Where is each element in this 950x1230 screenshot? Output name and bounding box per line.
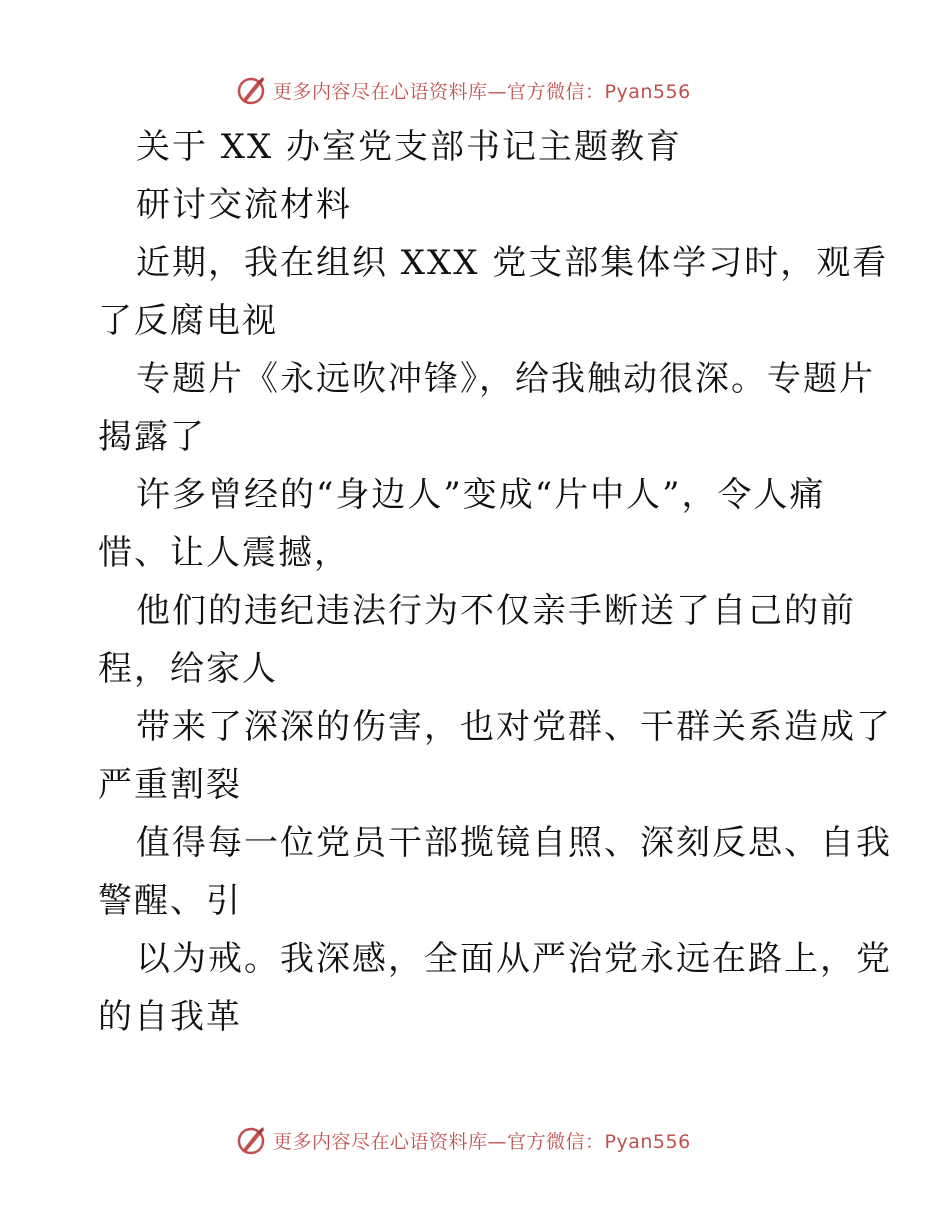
text-line: 警醒、引: [98, 881, 242, 921]
watermark-text: 更多内容尽在心语资料库—官方微信：Pyan556: [273, 80, 691, 103]
watermark-text: 更多内容尽在心语资料库—官方微信：Pyan556: [273, 1130, 691, 1153]
text-line: 揭露了: [98, 417, 206, 457]
text-line: 惜、让人震撼，: [98, 533, 350, 573]
text-line: 值得每一位党员干部揽镜自照、深刻反思、自我: [136, 823, 892, 863]
document-body: [98, 118, 892, 1046]
text-line: 的自我革: [98, 997, 242, 1037]
text-line: 研讨交流材料: [136, 185, 352, 225]
text-line: 以为戒。我深感，全面从严治党永远在路上，党: [136, 939, 892, 979]
text-line: 带来了深深的伤害，也对党群、干群关系造成了: [136, 707, 892, 747]
text-line: 近期，我在组织 XXX 党支部集体学习时，观看: [136, 243, 889, 283]
text-line: 他们的违纪违法行为不仅亲手断送了自己的前: [136, 591, 856, 631]
quill-pen-circle-icon: [235, 1124, 267, 1156]
text-line: 许多曾经的“身边人”变成“片中人”，令人痛: [136, 475, 826, 515]
footer-watermark: [235, 1122, 691, 1158]
quill-pen-circle-icon: [235, 74, 267, 106]
text-line: 关于 XX 办室党支部书记主题教育: [136, 127, 683, 167]
header-watermark: [235, 72, 691, 108]
text-line: 严重割裂: [98, 765, 242, 805]
text-line: 专题片《永远吹冲锋》，给我触动很深。专题片: [136, 359, 875, 399]
text-line: 程，给家人: [98, 649, 278, 689]
text-line: 了反腐电视: [98, 301, 278, 341]
